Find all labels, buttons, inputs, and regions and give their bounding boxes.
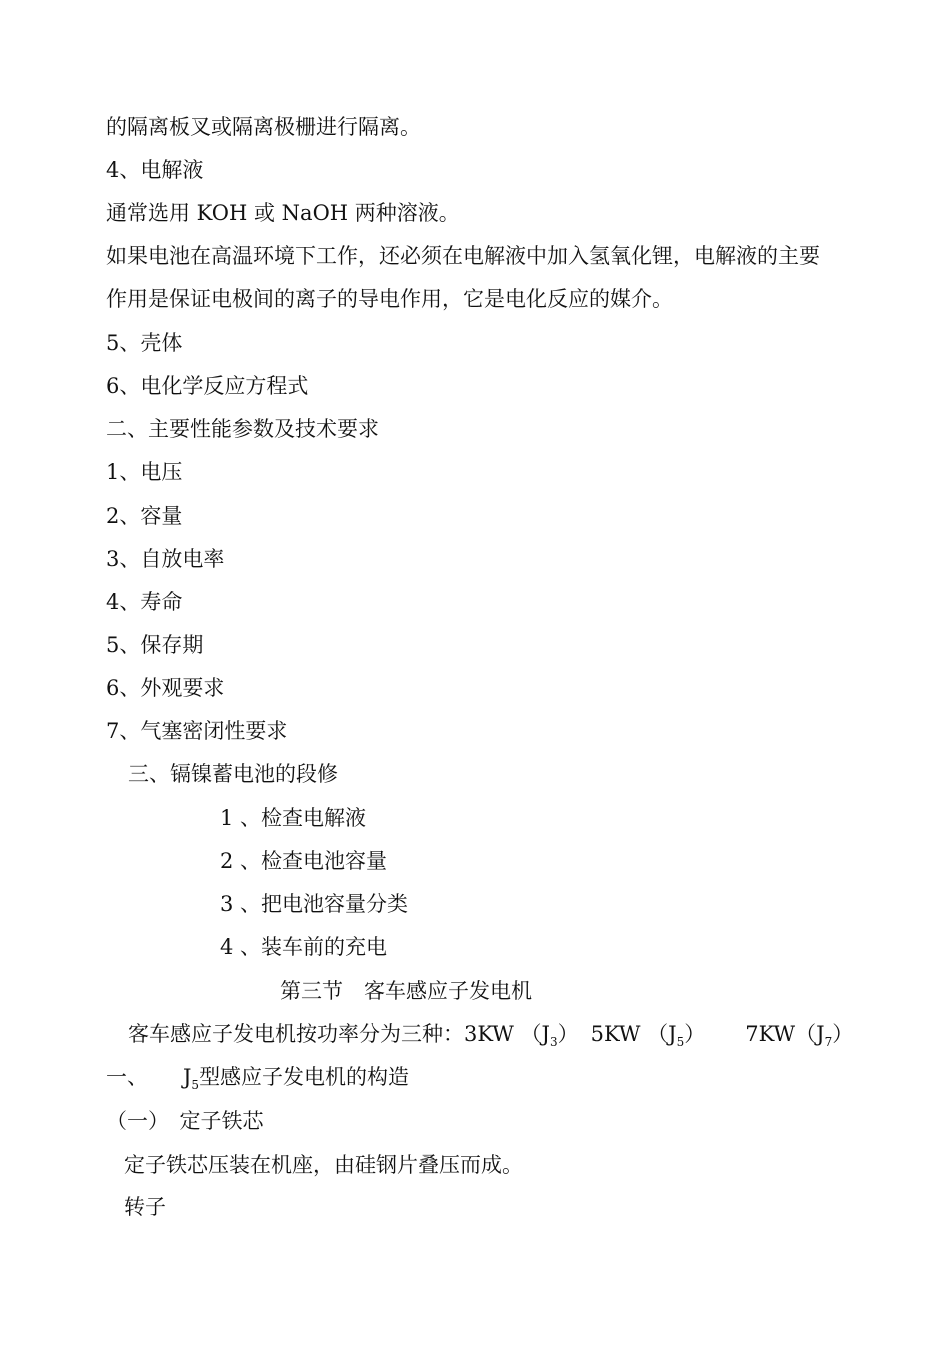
text-line-high-temp: 如果电池在高温环境下工作，还必须在电解液中加入氢氧化锂，电解液的主要 bbox=[106, 244, 820, 268]
heading-reaction-equation: 6、电化学反应方程式 bbox=[106, 374, 309, 398]
repair-step-classify: 3 、把电池容量分类 bbox=[220, 892, 409, 916]
power-3kw: 3KW $(J_3)$ bbox=[464, 1022, 579, 1049]
repair-step-check-electrolyte: 1 、检查电解液 bbox=[220, 806, 367, 830]
power-7kw: $7KW(J_7)$ bbox=[745, 1022, 854, 1049]
list-item-appearance: 6、外观要求 bbox=[106, 676, 225, 700]
heading-electrolyte: 4、电解液 bbox=[106, 158, 204, 182]
list-item-capacity: 2、容量 bbox=[106, 504, 183, 528]
list-item-self-discharge: 3、自放电率 bbox=[106, 547, 225, 571]
heading-shell: 5、壳体 bbox=[106, 331, 183, 355]
text-line-stator-core: 定子铁芯压装在机座，由硅钢片叠压而成。 bbox=[124, 1153, 523, 1177]
heading-stator-core: （一） 定子铁芯 bbox=[106, 1109, 264, 1133]
list-item-lifetime: 4、寿命 bbox=[106, 590, 183, 614]
text-line-electrolyte-role: 作用是保证电极间的离子的导电作用，它是电化反应的媒介。 bbox=[106, 287, 673, 311]
list-item-valve-seal: 7、气塞密闭性要求 bbox=[106, 719, 288, 743]
text-line-power-types bbox=[128, 1021, 853, 1050]
list-item-voltage: 1、电压 bbox=[106, 460, 183, 484]
section-title: 第三节 客车感应子发电机 bbox=[280, 979, 532, 1003]
heading-rotor: 转子 bbox=[124, 1195, 166, 1219]
repair-step-check-capacity: 2 、检查电池容量 bbox=[220, 849, 388, 873]
list-item-storage-period: 5、保存期 bbox=[106, 633, 204, 657]
repair-step-charge: 4 、装车前的充电 bbox=[220, 935, 388, 959]
text-line-isolation: 的隔离板叉或隔离极栅进行隔离。 bbox=[106, 115, 421, 139]
heading-j5-construction: $J_5$型感应子发电机的构造 bbox=[183, 1065, 410, 1092]
heading-performance-params: 二、主要性能参数及技术要求 bbox=[106, 417, 379, 441]
text-line-solution: 通常选用 KOH 或 NaOH 两种溶液。 bbox=[106, 201, 460, 225]
heading-section-number: 一、 bbox=[106, 1065, 148, 1089]
heading-battery-repair: 三、镉镍蓄电池的段修 bbox=[128, 762, 338, 786]
power-intro: 客车感应子发电机按功率分为三种： bbox=[128, 1022, 464, 1046]
power-5kw: 5KW $(J_5)$ bbox=[590, 1022, 706, 1049]
